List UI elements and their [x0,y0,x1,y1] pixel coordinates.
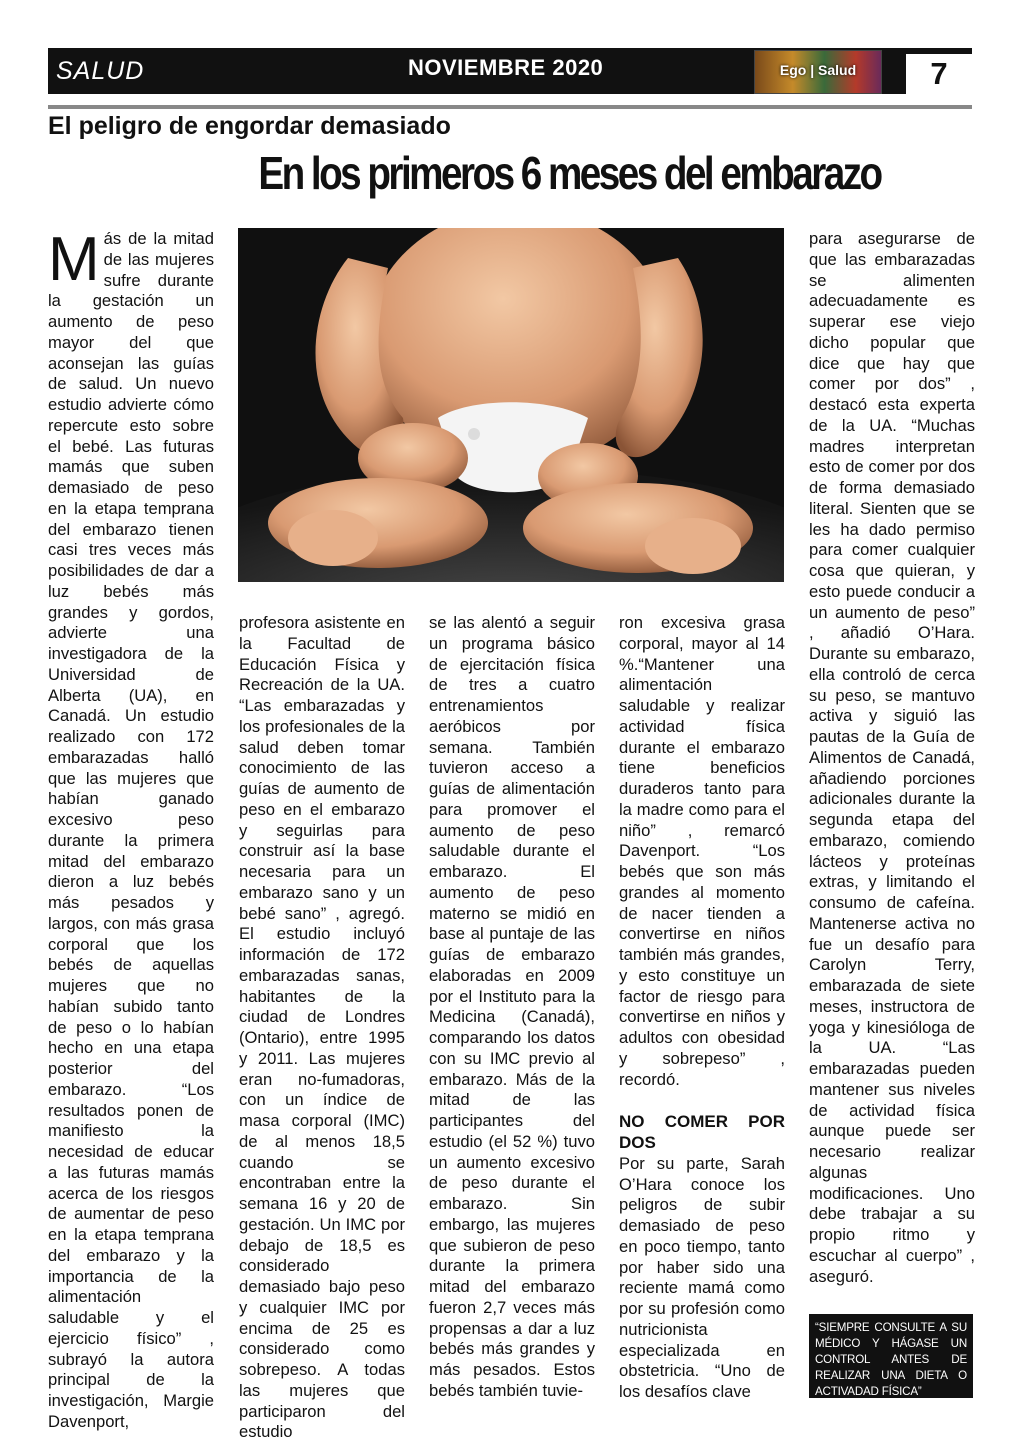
header-bar [48,48,972,94]
header-divider [48,105,972,109]
column-5-text: para asegurarse de que las embarazadas se alimenten adecuadamente es superar ese viejo dicho popular que dice que hay que comer por dos” , destacó esta experta de la UA. “Muchas madres interpretan esto de comer por dos de forma demasiado literal. Sienten que se les ha dado permiso para comer cualquier cosa que quieran, y esto puede conducir a un aumento de peso” , añadió O’Hara. Durante su embarazo, ella controló de cerca su peso, se mantuvo activa y siguió las pautas de la Guía de Alimentos de Canadá, añadiendo porciones adicionales durante la segunda etapa del embarazo, comiendo lácteos y proteínas extras, y limitando el consumo de cafeína. Mantenerse activa no fue un desafío para Carolyn Terry, embarazada de siete meses, instructora de yoga y kinesióloga de la UA. “Las embarazadas pueden mantener sus niveles de actividad física aunque puede ser necesario realizar algunas modificaciones. Uno debe trabajar a su propio ritmo y escuchar al cuerpo” , aseguró. [809,229,975,1286]
logo-text: Ego | Salud [779,62,857,78]
column-1-text: ás de la mitad de las mujeres sufre durante la gestación un aumento de peso mayor del que aconsejan las guías de salud. Un nuevo estudio advierte cómo repercute esto sobre el bebé. Las futuras mamás que suben demasiado de peso en la etapa temprana del embarazo tienen casi tres veces más posibilidades de dar a luz bebés más grandes y gordos, advierte una investigadora de la Universidad de Alberta (UA), en Canadá. Un estudio realizado con 172 embarazadas halló que las mujeres que habían ganado excesivo peso durante la primera mitad del embarazo dieron a luz bebés más pesados y largos, con más grasa corporal que los bebés de aquellas mujeres que no habían subido tanto de peso o lo habían hecho en una etapa posterior del embarazo. “Los resultados ponen de manifiesto la necesidad de educar a las futuras mamás acerca de los riesgos de aumentar de peso en la etapa temprana del embarazo y la importancia de la alimentación saludable y el ejercicio físico” , subrayó la autora principal de la investigación, Margie Davenport, [48,229,214,1431]
article-column-2 [239,613,405,1443]
column-3-text: se las alentó a seguir un programa básico de ejercitación física de tres a cuatro entrenamientos aeróbicos por semana. También tuvieron acceso a guías de alimentación para promover el aumento de peso saludable durante el embarazo. El aumento de peso materno se midió en base al puntaje de las guías de embarazo elaboradas en 2009 por el Instituto para la Medicina (Canadá), comparando los datos con su IMC previo al embarazo. Más de la mitad de las participantes del estudio (el 52 %) tuvo un aumento excesivo de peso durante el embarazo. Sin embargo, las mujeres que subieron de peso durante la primera mitad del embarazo fueron 2,7 veces más propensas a dar a luz bebés más grandes y más pesados. Estos bebés también tuvie- [429,613,595,1400]
column-2-text: profesora asistente en la Facultad de Educación Física y Recreación de la UA. “Las embarazadas y los profesionales de la salud deben tomar conocimiento de las guías de aumento de peso en el embarazo y seguirlas para construir así la base necesaria para un embarazo sano y un bebé sano” , agregó. El estudio incluyó información de 172 embarazadas sanas, habitantes de la ciudad de Londres (Ontario), entre 1995 y 2011. Las mujeres eran no-fumadoras, con un índice de masa corporal (IMC) de al menos 18,5 cuando se encontraban entre la semana 16 y 20 de gestación. Un IMC por debajo de 18,5 es considerado demasiado bajo peso y cualquier IMC por encima de 25 es considerado como sobrepeso. A todas las mujeres que participaron del estudio [239,613,405,1442]
article-kicker: El peligro de engordar demasiado [48,112,451,140]
drop-cap: M [48,225,100,294]
section-label: SALUD [56,57,145,85]
advice-callout: “SIEMPRE CONSULTE A SU MÉDICO Y HÁGASE UN CONTROL ANTES DE REALIZAR UNA DIETA O ACTIVADAD FÍSICA” [809,1314,973,1398]
baby-photo [238,228,784,582]
page-number: 7 [906,54,972,94]
article-headline: En los primeros 6 meses del embarazo [258,147,881,199]
section-subheading: NO COMER POR DOS [619,1112,785,1152]
article-column-3 [429,613,595,1402]
article-column-5 [809,229,975,1287]
column-4b-text: Por su parte, Sarah O’Hara conoce los peligros de subir demasiado de peso en poco tiempo, tanto por haber sido una reciente mamá como por su profesión como nutricionista especializada en obstetricia. “Uno de los desafíos clave [619,1153,785,1401]
column-4-text: ron excesiva grasa corporal, mayor al 14 %.“Mantener una alimentación saludable y realizar actividad física durante el embarazo tiene beneficios duraderos tanto para la madre como para el niño” , remarcó Davenport. “Los bebés que son más grandes al momento de nacer tienden a convertirse en niños también más grandes, y esto constituye un factor de riesgo para convertirse en niños y adultos con obesidad y sobrepeso” , recordó. [619,613,785,1089]
article-column-1 [48,225,214,1433]
issue-date: NOVIEMBRE 2020 [408,55,604,80]
publication-logo [754,50,882,94]
article-column-4 [619,613,785,1403]
baby-illustration [238,228,784,582]
